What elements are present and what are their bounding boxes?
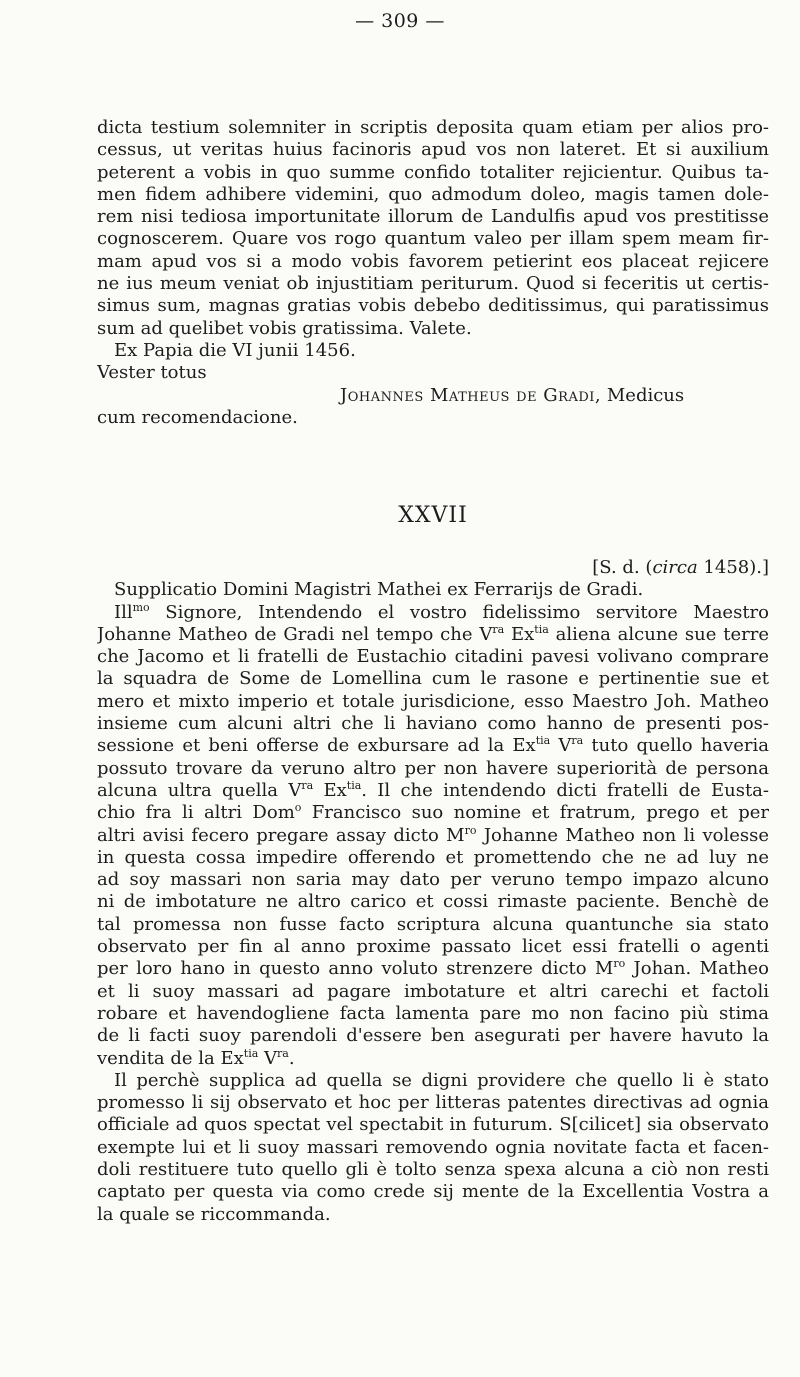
text-line: mero et mixto imperio et totale jurisdicione, esso Maestro Joh. Matheo: [97, 690, 769, 712]
text-line: altri avisi fecero pregare assay dicto $M^{ro}$ Johanne Matheo non li volesse: [97, 824, 769, 846]
text-line: sessione et beni offerse de exbursare ad la $Ex^{tia}$ $V^{ra}$ tuto quello haveria: [97, 735, 769, 757]
text-line: sum ad quelibet vobis gratissima. Valete.: [97, 317, 472, 339]
date-note-italic: circa: [652, 557, 698, 578]
text-line: cessus, ut veritas huius facinoris apud vos non lateret. Et si auxilium: [97, 139, 769, 161]
text-line: cognoscerem. Quare vos rogo quantum valeo per illam spem meam fir-: [97, 228, 769, 250]
text-line: che Jacomo et li fratelli de Eustachio citadini pavesi volivano comprare: [97, 646, 769, 668]
letter-heading: Supplicatio Domini Magistri Mathei ex Ferrarijs de Gradi.: [114, 579, 644, 601]
section-number: XXVII: [398, 505, 468, 528]
text-line: observato per fin al anno proxime passato licet essi fratelli o agenti: [97, 936, 769, 958]
text-line: mam apud vos si a modo vobis favorem petierint eos placeat rejicere: [97, 250, 769, 272]
letter-date: Ex Papia die VI junii 1456.: [114, 339, 356, 361]
text-line: la quale se riccommanda.: [97, 1203, 331, 1225]
signature-name: Johannes Matheus de Gradi,: [340, 384, 602, 406]
text-line: rem nisi tediosa importunitate illorum de Landulfis apud vos prestitisse: [97, 206, 769, 228]
text-line: et li suoy massari ad pagare imbotature et altri carechi et factoli: [97, 980, 769, 1002]
letter-closing: Vester totus: [97, 362, 207, 384]
page-number: — 309 —: [355, 10, 445, 32]
text-line: captato per questa via como crede sij mente de la Excellentia Vostra a: [97, 1181, 769, 1203]
letter-signature: [97, 385, 769, 407]
text-line: possuto trovare da veruno altro per non havere superiorità de persona: [97, 757, 769, 779]
signature-title: Medicus: [606, 384, 685, 406]
text-line: de li facti suoy parendoli d'essere ben asegurati per havere havuto la: [97, 1025, 769, 1047]
text-line: tal promessa non fusse facto scriptura alcuna quantunche sia stato: [97, 913, 769, 935]
text-line: insieme cum alcuni altri che li haviano como hanno de presenti pos-: [97, 713, 769, 735]
letter-postscript: cum recomendacione.: [97, 406, 298, 428]
text-line: vendita de la $Ex^{tia}$ $V^{ra}$.: [97, 1047, 295, 1069]
text-line: per loro hano in questo anno voluto strenzere dicto $M^{ro}$ Johan. Matheo: [97, 958, 769, 980]
text-line: promesso li sij observato et hoc per litteras patentes directivas ad ognia: [97, 1092, 769, 1114]
text-line: chio fra li altri Dom$^o$ Francisco suo nomine et fratrum, prego et per: [97, 802, 769, 824]
text-line: doli restituere tuto quello gli è tolto senza spexa alcuna a ciò non resti: [97, 1159, 769, 1181]
text-line: simus sum, magnas gratias vobis debebo deditissimus, qui paratissimus: [97, 295, 769, 317]
text-line: exempte lui et li suoy massari removendo ognia novitate facta et facen-: [97, 1136, 769, 1158]
text-line: la squadra de Some de Lomellina cum le rasone e pertinentie sue et: [97, 668, 769, 690]
text-line: Ill$^{mo}$ Signore, Intendendo el vostro fidelissimo servitore Maestro: [114, 601, 769, 623]
date-note: [97, 557, 769, 579]
date-note-suffix: 1458).]: [697, 557, 769, 578]
text-line: alcuna ultra quella $V^{ra}$ $Ex^{tia}$. Il che intendendo dicti fratelli de Eusta-: [97, 779, 769, 801]
text-line: peterent a vobis in quo summe confido totaliter rejicientur. Quibus ta-: [97, 161, 769, 183]
text-line: robare et havendogliene facta lamenta pare mo non facino più stima: [97, 1002, 769, 1024]
text-line: Il perchè supplica ad quella se digni providere che quello li è stato: [114, 1069, 769, 1091]
date-note-prefix: [S. d. (: [592, 557, 653, 578]
letter-1: [97, 117, 769, 429]
text-line: Johanne Matheo de Gradi nel tempo che $V^{ra}$ $Ex^{tia}$ aliena alcune sue terre: [97, 623, 769, 645]
section-header: [97, 505, 769, 527]
text-line: ni de imbotature ne altro carico et cossi rimaste paciente. Benchè de: [97, 891, 769, 913]
letter-2: [97, 557, 769, 1226]
text-line: dicta testium solemniter in scriptis deposita quam etiam per alios pro-: [97, 117, 769, 138]
text-line: ne ius meum veniat ob injustitiam periturum. Quod si feceritis ut certis-: [97, 273, 769, 295]
text-line: ad soy massari non saria may dato per veruno tempo impazo alcuno: [97, 869, 769, 891]
text-line: men fidem adhibere videmini, quo admodum doleo, magis tamen dole-: [97, 183, 769, 205]
text-line: in questa cossa impedire offerendo et promettendo che ne ad luy ne: [97, 846, 769, 868]
text-line: officiale ad quos spectat vel spectabit in futurum. S[cilicet] sia observato: [97, 1114, 769, 1136]
